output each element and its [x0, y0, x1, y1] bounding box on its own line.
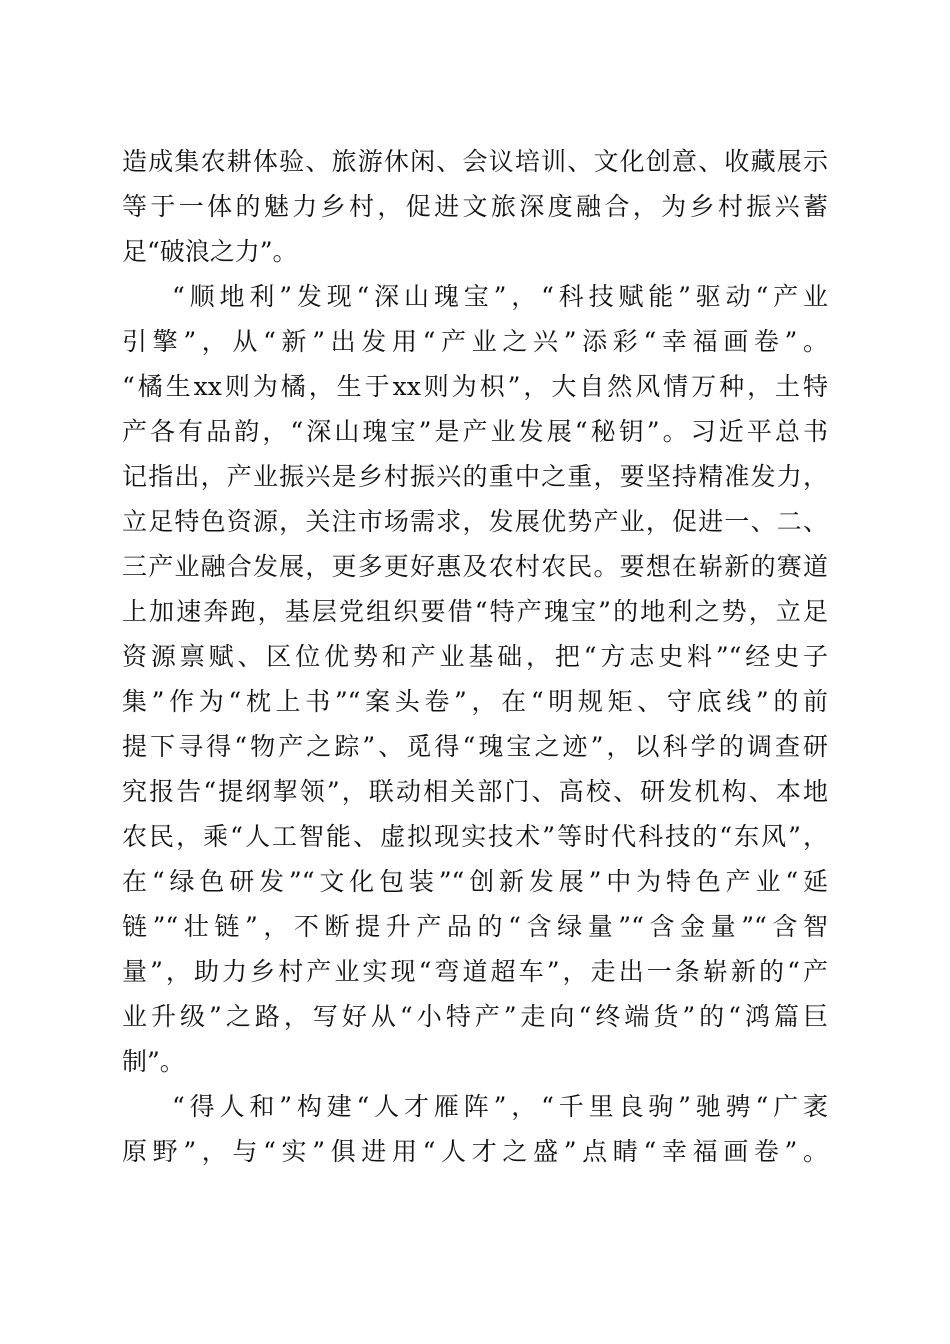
- paragraph-2-line-4: 产各有品韵，“深山瑰宝”是产业发展“秘钥”。习近平总书: [122, 417, 828, 446]
- paragraph-2-line-10: 集”作为“枕上书”“案头卷”，在“明规矩、守底线”的前: [122, 687, 828, 716]
- paragraph-1-line-2: 等于一体的魅力乡村，促进文旅深度融合，为乡村振兴蓄: [122, 192, 828, 221]
- paragraph-2-line-13: 农民，乘“人工智能、虚拟现实技术”等时代科技的“东风”，: [122, 822, 828, 851]
- paragraph-3-line-2: 原野”，与“实”俱进用“人才之盛”点睛“幸福画卷”。: [122, 1137, 828, 1166]
- paragraph-2-line-12: 究报告“提纲挈领”，联动相关部门、高校、研发机构、本地: [122, 777, 828, 806]
- paragraph-3-line-1: “得人和”构建“人才雁阵”，“千里良驹”驰骋“广袤: [172, 1092, 828, 1121]
- paragraph-2-line-16: 量”，助力乡村产业实现“弯道超车”，走出一条崭新的“产: [122, 957, 828, 986]
- paragraph-2-line-8: 上加速奔跑，基层党组织要借“特产瑰宝”的地利之势，立足: [122, 597, 828, 626]
- paragraph-2-line-9: 资源禀赋、区位优势和产业基础，把“方志史料”“经史子: [122, 642, 828, 671]
- paragraph-2-line-1: “顺地利”发现“深山瑰宝”，“科技赋能”驱动“产业: [172, 282, 828, 311]
- paragraph-2-line-5: 记指出，产业振兴是乡村振兴的重中之重，要坚持精准发力，: [122, 462, 828, 491]
- paragraph-2-line-2: 引擎”，从“新”出发用“产业之兴”添彩“幸福画卷”。: [122, 327, 828, 356]
- paragraph-2-line-3: “橘生xx则为橘，生于xx则为枳”，大自然风情万种，土特: [122, 372, 828, 401]
- paragraph-2-line-11: 提下寻得“物产之踪”、觅得“瑰宝之迹”，以科学的调查研: [122, 732, 828, 761]
- paragraph-1-line-1: 造成集农耕体验、旅游休闲、会议培训、文化创意、收藏展示: [122, 147, 828, 176]
- paragraph-2-line-18: 制”。: [122, 1047, 185, 1076]
- paragraph-2-line-15: 链”“壮链”，不断提升产品的“含绿量”“含金量”“含智: [122, 912, 828, 941]
- paragraph-1-line-3: 足“破浪之力”。: [122, 237, 298, 266]
- paragraph-2-line-17: 业升级”之路，写好从“小特产”走向“终端货”的“鸿篇巨: [122, 1002, 828, 1031]
- paragraph-2-line-6: 立足特色资源，关注市场需求，发展优势产业，促进一、二、: [122, 507, 828, 536]
- paragraph-2-line-14: 在“绿色研发”“文化包装”“创新发展”中为特色产业“延: [122, 867, 828, 896]
- paragraph-2-line-7: 三产业融合发展，更多更好惠及农村农民。要想在崭新的赛道: [122, 552, 828, 581]
